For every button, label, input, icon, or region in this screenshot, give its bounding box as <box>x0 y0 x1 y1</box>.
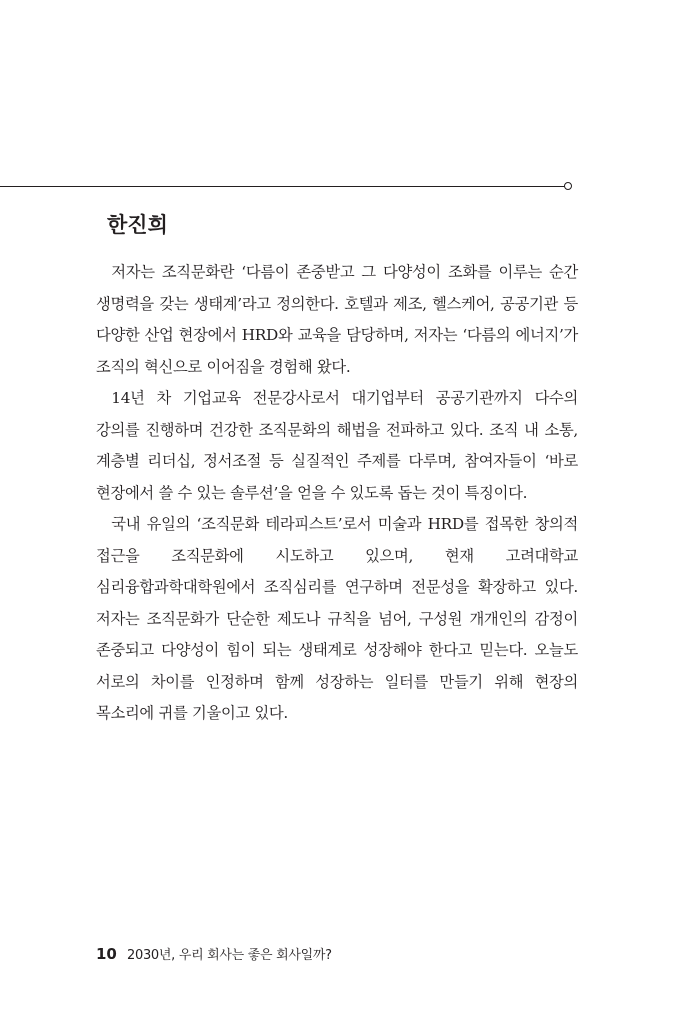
page-number: 10 <box>96 945 117 963</box>
author-bio <box>96 257 578 730</box>
bio-paragraph-2: 14년 차 기업교육 전문강사로서 대기업부터 공공기관까지 다수의 강의를 진행하며 건강한 조직문화의 해법을 전파하고 있다. 조직 내 소통, 계층별 리더십, 정서조절 등 실질적인 주제를 다루며, 참여자들이 ‘바로 현장에서 쓸 수 있는 솔루션’을 얻을 수 있도록 돕는 것이 특징이다. <box>96 389 578 502</box>
divider-end-circle-icon <box>564 182 572 190</box>
running-title: 2030년, 우리 회사는 좋은 회사일까? <box>127 948 332 963</box>
section-divider-line <box>0 186 566 187</box>
author-name: 한진희 <box>107 213 168 237</box>
bio-paragraph-1: 저자는 조직문화란 ‘다름이 존중받고 그 다양성이 조화를 이루는 순간 생명력을 갖는 생태계’라고 정의한다. 호텔과 제조, 헬스케어, 공공기관 등 다양한 산업 현장에서 HRD와 교육을 담당하며, 저자는 ‘다름의 에너지’가 조직의 혁신으로 이어짐을 경험해 왔다. <box>96 263 578 376</box>
page-footer <box>96 944 332 966</box>
bio-paragraph-3: 국내 유일의 ‘조직문화 테라피스트’로서 미술과 HRD를 접목한 창의적 접근을 조직문화에 시도하고 있으며, 현재 고려대학교 심리융합과학대학원에서 조직심리를 연구하며 전문성을 확장하고 있다. 저자는 조직문화가 단순한 제도나 규칙을 넘어, 구성원 개개인의 감정이 존중되고 다양성이 힘이 되는 생태계로 성장해야 한다고 믿는다. 오늘도 서로의 차이를 인정하며 함께 성장하는 일터를 만들기 위해 현장의 목소리에 귀를 기울이고 있다. <box>96 515 578 722</box>
